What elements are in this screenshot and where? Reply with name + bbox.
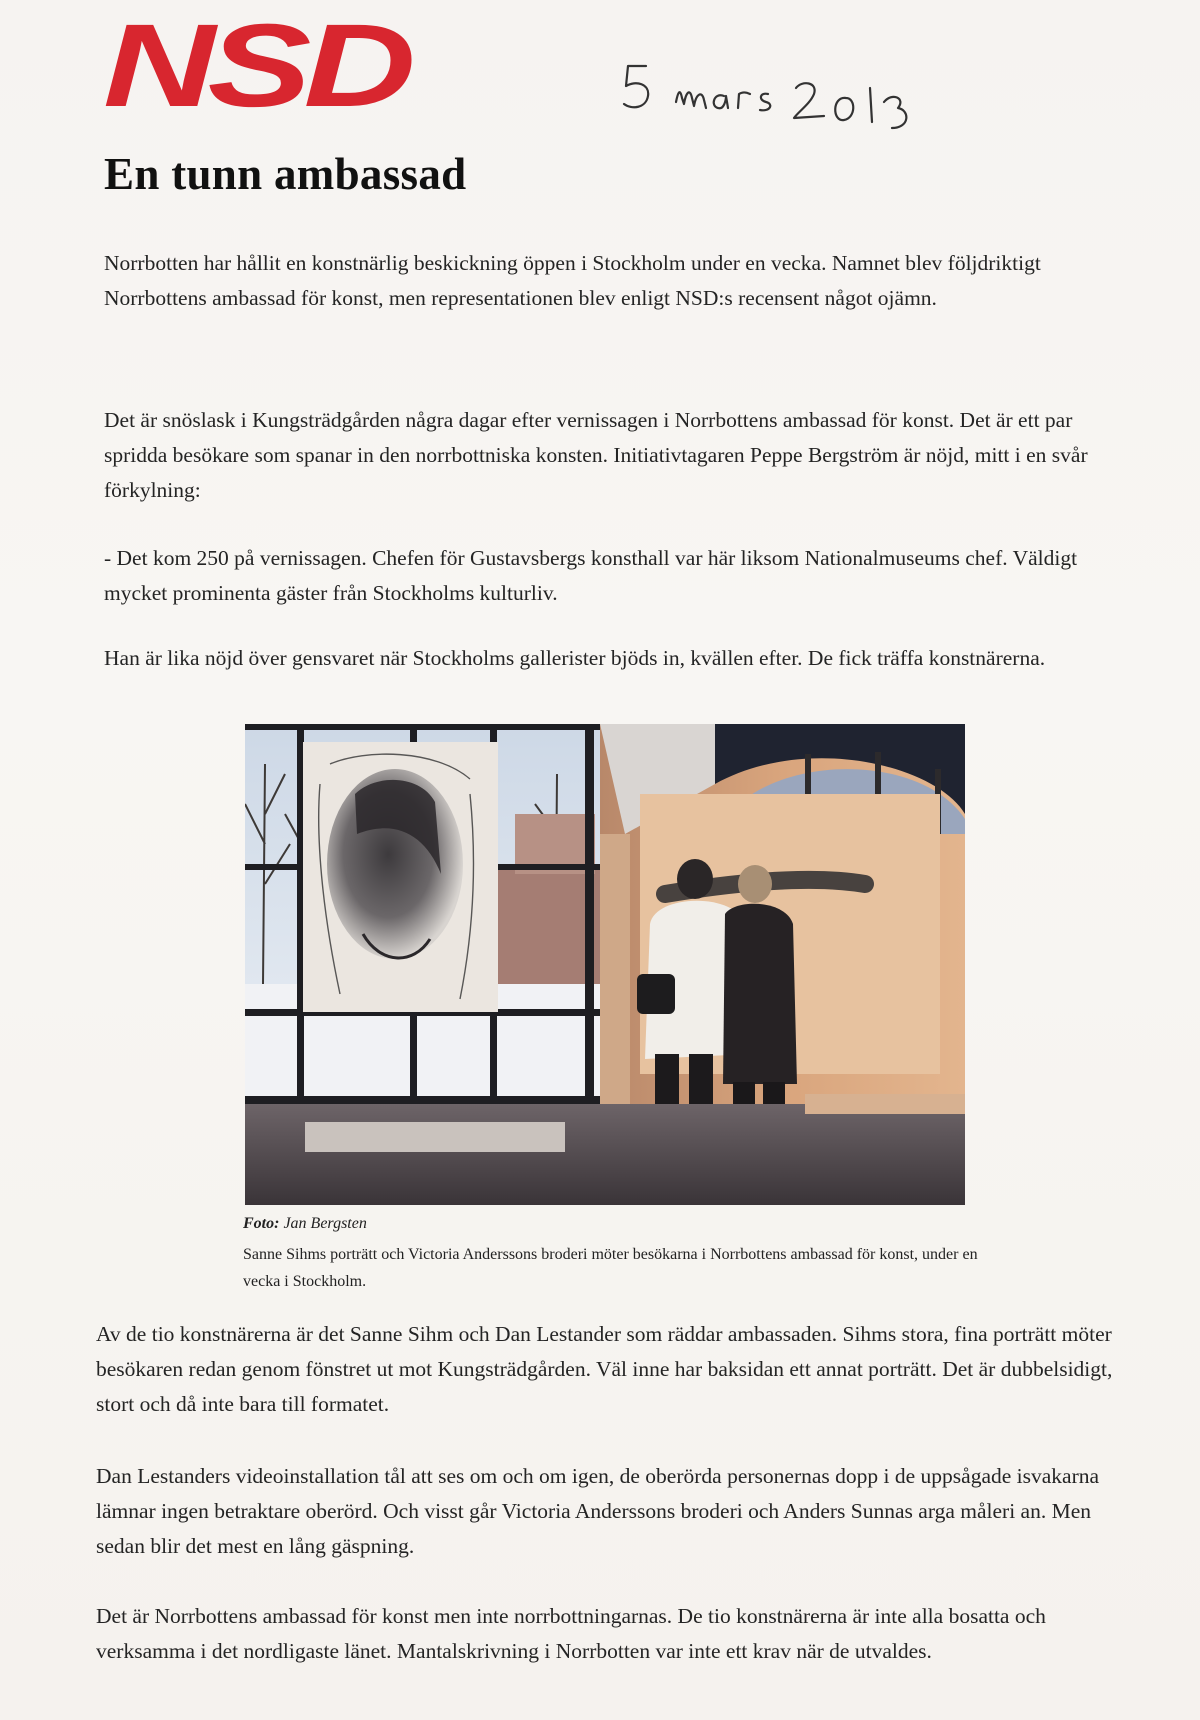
body-paragraph: - Det kom 250 på vernissagen. Chefen för Gustavsbergs konsthall var här liksom Nationalmuseums chef. Väldigt mycket prominenta gäster från Stockholms kulturliv. bbox=[104, 546, 1078, 605]
nsd-logo bbox=[103, 8, 413, 118]
handwritten-date bbox=[618, 52, 978, 142]
photo-credit-name: Jan Bergsten bbox=[283, 1215, 367, 1232]
photo-credit-label: Foto: bbox=[243, 1215, 280, 1232]
photo-credit bbox=[243, 1215, 367, 1233]
article-photo bbox=[245, 724, 965, 1205]
body-paragraph: Det är snöslask i Kungsträdgården några dagar efter vernissagen i Norrbottens ambassad för konst. Det är ett par spridda besökare som spanar in den norrbottniska konsten. Initiativtagaren Peppe Bergström är nöjd, mitt i en svår förkylning: bbox=[104, 408, 1088, 502]
svg-text:NSD: NSD bbox=[103, 8, 412, 118]
body-paragraph: Han är lika nöjd över gensvaret när Stockholms gallerister bjöds in, kvällen efter. De fick träffa konstnärerna. bbox=[104, 646, 1046, 670]
article-ingress: Norrbotten har hållit en konstnärlig beskickning öppen i Stockholm under en vecka. Namnet blev följdriktigt Norrbottens ambassad för konst, men representationen blev enligt NSD:s recensent något ojämn. bbox=[104, 251, 1041, 310]
photo-caption: Sanne Sihms porträtt och Victoria Anderssons broderi möter besökarna i Norrbottens ambassad för konst, under en vecka i Stockholm. bbox=[243, 1246, 978, 1290]
body-paragraph: Dan Lestanders videoinstallation tål att ses om och om igen, de oberörda personernas dopp i de uppsågade isvakarna lämnar ingen betraktare oberörd. Och visst går Victoria Anderssons broderi och Anders Sunnas arga måleri an. Men sedan blir det mest en lång gäspning. bbox=[96, 1464, 1100, 1558]
body-paragraph: Av de tio konstnärerna är det Sanne Sihm och Dan Lestander som räddar ambassaden. Sihms stora, fina porträtt möter besökaren redan genom fönstret ut mot Kungsträdgården. Väl inne har baksidan ett annat porträtt. Det är dubbelsidigt, stort och då inte bara till formatet. bbox=[96, 1322, 1113, 1416]
body-paragraph: Det är Norrbottens ambassad för konst men inte norrbottningarnas. De tio konstnärerna är inte alla bosatta och verksamma i det nordligaste länet. Mantalskrivning i Norrbotten var inte ett krav när de utvaldes. bbox=[96, 1604, 1046, 1663]
article-headline: En tunn ambassad bbox=[104, 149, 467, 199]
